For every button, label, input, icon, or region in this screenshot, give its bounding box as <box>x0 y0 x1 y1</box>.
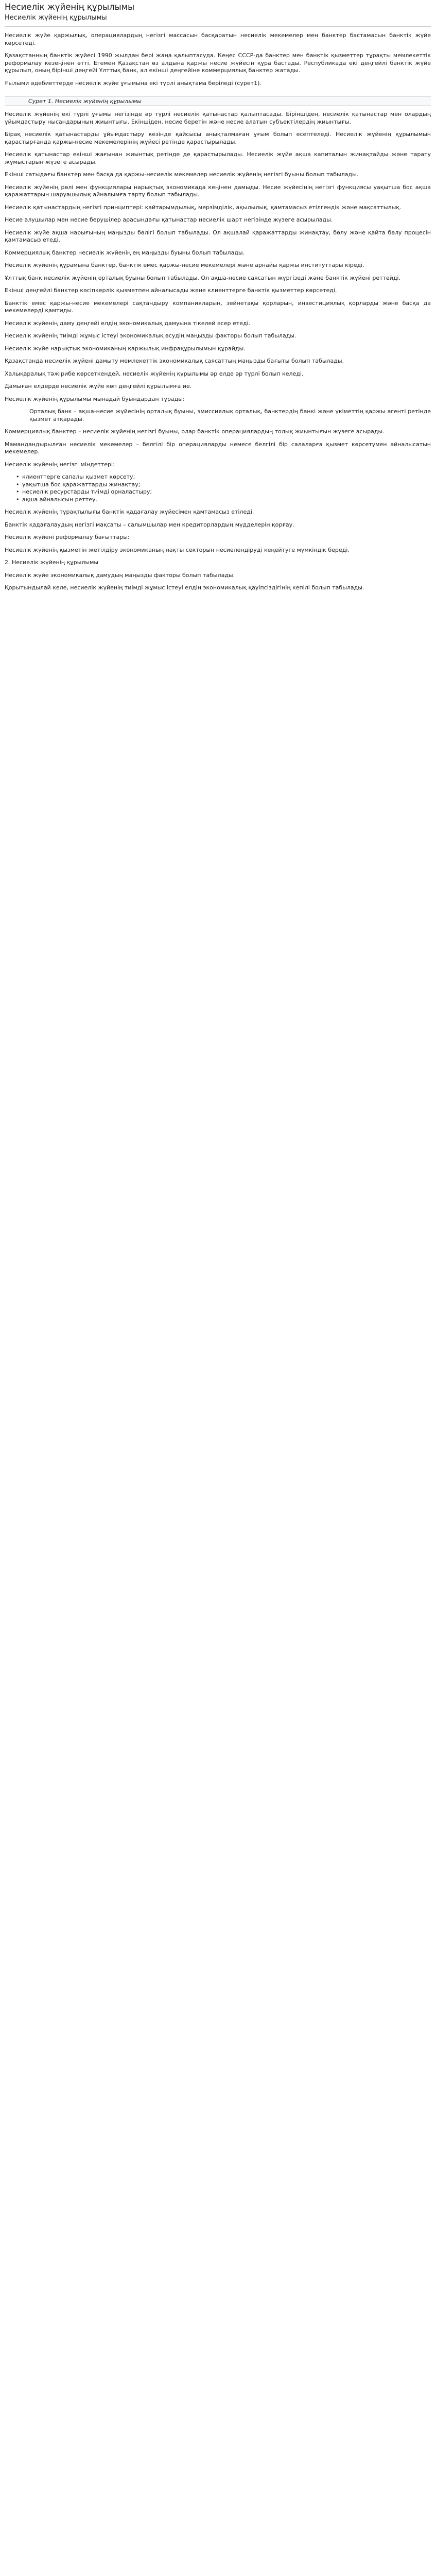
paragraph: Несиелік жүйе экономикалық дамудың маңызды факторы болып табылады. <box>5 571 235 579</box>
paragraph: Несиелік жүйе ақша нарығының маңызды бөлігі болып табылады. Ол ақшалай қаражаттарды жинақтау, бөлу және қайта бөлу процесін қамтамасыз етеді. <box>5 229 431 243</box>
paragraph: 2. Несиелік жүйенің құрылымы <box>5 559 99 566</box>
list-item: • ақша айналысын реттеу. <box>16 496 431 504</box>
section-header-bar <box>5 97 8 105</box>
paragraph: Несиелік жүйенің қызметін жетілдіру экономиканың нақты секторын несиелендіруді кеңейтуге мүмкіндік береді. <box>5 546 350 553</box>
document-page <box>0 0 436 592</box>
title-divider <box>5 26 431 27</box>
list-item: • несиелік ресурстарды тиімді орналастыру; <box>16 488 431 496</box>
paragraph: Несиелік жүйенің екі түрлі ұғымы негізінде әр түрлі несиелік қатынастар қалыптасады. Біріншіден, несиелік қатынастар мен олардың ұйымдастыру нысандарының жиынтығы. Екіншіден, несие беретін және несие алатын субъектілердің жиынтығы. <box>5 111 431 125</box>
paragraph: Несиелік жүйенің құрамына банктер, банктік емес қаржы-несие мекемелері және арнайы қаржы институттары кіреді. <box>5 262 364 268</box>
paragraph: Несиелік жүйенің құрылымы мынадай буындардан тұрады: <box>5 395 185 402</box>
paragraph: Коммерциялық банктер – несиелік жүйенің негізгі буыны, олар банктік операциялардың толық жиынтығын жүзеге асырады. <box>5 428 385 435</box>
paragraph: Несиелік жүйенің тиімді жұмыс істеуі экономикалық өсудің маңызды факторы болып табылады. <box>5 332 297 339</box>
paragraph: Ғылыми әдебиеттерде несиелік жүйе ұғымына екі түрлі анықтама беріледі (сурет1). <box>5 79 261 87</box>
section-title: Сурет 1. Несиелік жүйенің құрылымы <box>28 97 142 105</box>
paragraph: Несиелік жүйе қаржылық, операциялардың негізгі массасын басқаратын несиелік мекемелер мен банктер бастамасын банктік жүйе көрсетеді. <box>5 32 431 46</box>
list-item: • клиенттерге сапалы қызмет көрсету; <box>16 473 431 481</box>
paragraph: Дамыған елдерде несиелік жүйе көп деңгейлі құрылымға ие. <box>5 383 192 389</box>
paragraph: Банктік емес қаржы-несие мекемелері сақтандыру компанияларын, зейнетақы қорларын, инвестициялық қорларды және басқа да мекемелерді қамтиды. <box>5 299 431 314</box>
paragraph: Несиелік жүйенің рөлі мен функциялары нарықтық экономикада кеңінен дамыды. Несие жүйесінің негізгі функциясы уақытша бос ақша қаражаттарын шаруашылық айналымға тарту болып табылады. <box>5 183 431 198</box>
list-item: • уақытша бос қаражаттарды жинақтау; <box>16 481 431 489</box>
paragraph: Несиелік қатынастар екінші жағынан жиынтық ретінде де қарастырылады. Несиелік жүйе ақша капиталын жинақтайды және тарату жұмыстарын жүзеге асырады. <box>5 151 431 165</box>
paragraph: Банктік қадағалаудың негізгі мақсаты – салымшылар мен кредиторлардың мүдделерін қорғау. <box>5 521 294 528</box>
paragraph: Несиелік жүйенің тұрақтылығы банктік қадағалау жүйесімен қамтамасыз етіледі. <box>5 509 254 515</box>
paragraph: Қазақстанның банктік жүйесі 1990 жылдан бері жаңа қалыптасуда. Кеңес СССР-да банктер мен банктік қызметтер тұрақты мемлекеттік реформалау кезеңінен өтті. Егемен Қазақстан өз алдына қаржы несие жүйесін құра бастады. Республикада екі деңгейлі банктік жүйе құрылып, оның бірінші деңгейі Ұлттық банк, ал екінші деңгейіне коммерциялық банктер жатады. <box>5 52 431 74</box>
paragraph: Мамандандырылған несиелік мекемелер – белгілі бір операцияларды немесе белгілі бір салаларға қызмет көрсетумен айналысатын мекемелер. <box>5 440 431 455</box>
paragraph: Қорытындылай келе, несиелік жүйенің тиімді жұмыс істеуі елдің экономикалық қауіпсіздігінің кепілі болып табылады. <box>5 584 364 591</box>
paragraph: Несиелік жүйе нарықтық экономиканың қаржылық инфрақұрылымын құрайды. <box>5 345 246 352</box>
paragraph: Екінші сатыдағы банктер мен басқа да қаржы-несиелік мекемелер несиелік жүйенің негізгі буыны болып табылады. <box>5 171 359 178</box>
page-title: Несиелік жүйенің құрылымы <box>5 2 135 12</box>
paragraph: Екінші деңгейлі банктер кәсіпкерлік қызметпен айналысады және клиенттерге банктік қызметтер көрсетеді. <box>5 287 337 294</box>
paragraph: Несиелік жүйенің негізгі міндеттері: <box>5 461 115 468</box>
paragraph: Коммерциялық банктер несиелік жүйенің ең маңызды буыны болып табылады. <box>5 249 245 256</box>
section-header <box>5 96 431 106</box>
page-subtitle: Несиелік жүйенің құрылымы <box>5 14 107 22</box>
paragraph: Несиелік қатынастардың негізгі принциптері: қайтарымдылық, мерзімділік, ақылылық, қамтамасыз етілгендік және мақсаттылық. <box>5 204 402 211</box>
paragraph: Ұлттық банк несиелік жүйенің орталық буыны болып табылады. Ол ақша-несие саясатын жүргізеді және банктік жүйені реттейді. <box>5 274 400 281</box>
paragraph: Бірақ несиелік қатынастарды ұйымдастыру кезінде қайсысы анықталмаған ұғым болып есептеледі. Несиелік жүйенің құрылымын қарастырғанда қаржы-несие мекемелерінің жүйесі ретінде қарастырылады. <box>5 131 431 145</box>
paragraph: Несиелік жүйені реформалау бағыттары: <box>5 534 130 540</box>
paragraph: Халықаралық тәжірибе көрсеткендей, несиелік жүйенің құрылымы әр елде әр түрлі болып келеді. <box>5 370 304 377</box>
paragraph: Несиелік жүйенің даму деңгейі елдің экономикалық дамуына тікелей әсер етеді. <box>5 319 251 327</box>
paragraph: Несие алушылар мен несие берушілер арасындағы қатынастар несиелік шарт негізінде жүзеге асырылады. <box>5 216 333 223</box>
indented-quote: Орталық банк – ақша-несие жүйесінің орталық буыны, эмиссиялық орталық, банктердің банкі және үкіметтің қаржы агенті ретінде қызмет атқарады. <box>29 408 431 422</box>
paragraph: Қазақстанда несиелік жүйені дамыту мемлекеттік экономикалық саясаттың маңызды бағыты болып табылады. <box>5 358 344 364</box>
bullet-list <box>5 473 431 503</box>
